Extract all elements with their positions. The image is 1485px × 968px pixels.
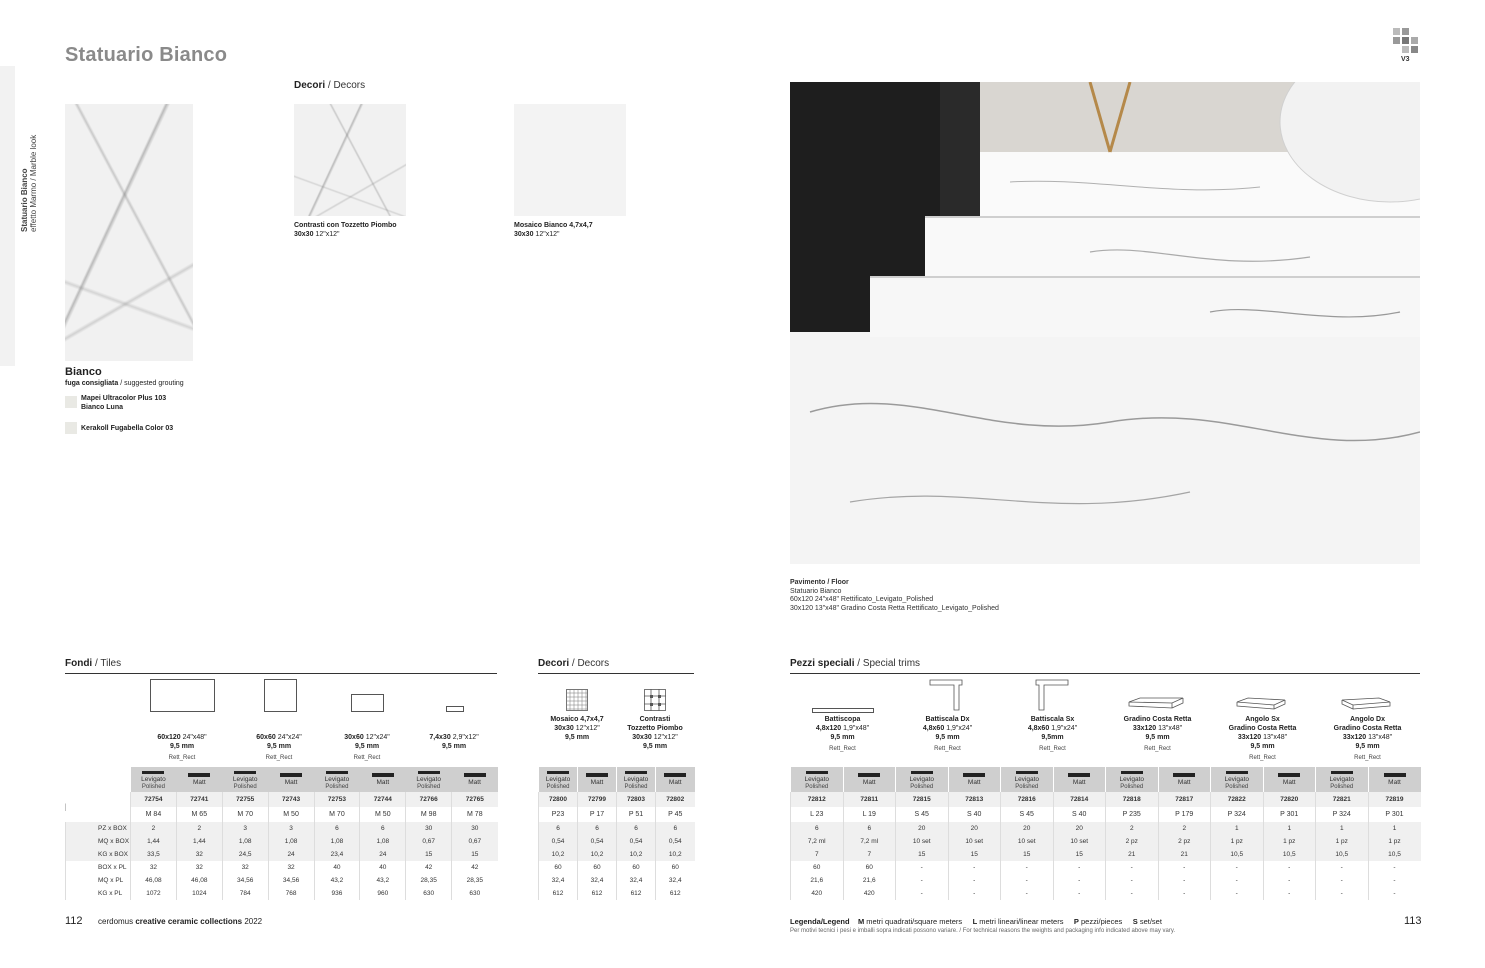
table-row: 32,4 32,4 32,4 32,4 [539, 874, 695, 887]
decor-caption-contrasti: Contrasti con Tozzetto Piombo 30x30 12"x12" [294, 222, 397, 238]
finish-matt: Matt [452, 767, 498, 792]
code-row: 72754 72741 72755 72743 72753 72744 72766 72765 [66, 792, 498, 807]
table-row: PZ x BOX 2 2 3 3 6 6 30 30 [66, 822, 498, 835]
decori-rule [538, 673, 694, 674]
fondi-rule [65, 673, 497, 674]
finish-header-row: Levigato Polished Matt Levigato Polished Matt Levigato Polished Matt Levigato Polished Matt Levigato Polished Matt Levigato Polished Matt [791, 767, 1421, 792]
table-row: 0,54 0,54 0,54 0,54 [539, 835, 695, 848]
pezzi-format-2: Battiscala Dx 4,8x60 1,9"x24" 9,5 mm Rett_Rect [922, 716, 973, 752]
fondi-format-4: 7,4x30 2,9"x12" 9,5 mm [429, 734, 479, 750]
table-row: 6 6 20 20 20 20 2 2 1 1 1 1 [791, 822, 1421, 835]
finish-matt: Matt [268, 767, 314, 792]
table-row: 10,2 10,2 10,2 10,2 [539, 848, 695, 861]
fondi-format-1: 60x120 24"x48" 9,5 mm Rett_Rect [157, 734, 207, 761]
table-row: KG x PL 1072 1024 784 768 936 960 630 630 [66, 887, 498, 900]
table-row: KG x BOX 33,5 32 24,5 24 23,4 24 15 15 [66, 848, 498, 861]
pezzi-format-3: Battiscala Sx 4,8x60 1,9"x24" 9,5mm Rett_Rect [1027, 716, 1078, 752]
code-row: 72812 72811 72815 72813 72816 72814 72818 72817 72822 72820 72821 72819 [791, 792, 1421, 807]
grout-swatch-2 [65, 422, 77, 434]
angolo-sx-icon [1236, 697, 1286, 716]
pezzi-rule [790, 673, 1420, 674]
contrasti-icon [644, 689, 666, 716]
pezzi-format-1: Battiscopa 4,8x120 1,9"x48" 9,5 mm Rett_Rect [815, 716, 870, 752]
decori-heading: Decori / Decors [294, 80, 366, 91]
tile-image [65, 104, 193, 361]
table-row: 612 612 612 612 [539, 887, 695, 900]
table-row: MQ x PL 46,08 46,08 34,56 34,56 43,2 43,2 28,35 28,35 [66, 874, 498, 887]
pezzi-table [790, 767, 1421, 900]
decor-image-mosaico [514, 104, 626, 216]
grout-1: Mapei Ultracolor Plus 103 Bianco Luna [81, 395, 167, 411]
finish-levigato: Levigato Polished [406, 767, 452, 792]
fondi-format-2: 60x60 24"x24" 9,5 mm Rett_Rect [256, 734, 302, 761]
finish-matt: Matt [360, 767, 406, 792]
pezzi-format-5: Angolo Sx Gradino Costa Retta 33x120 13"x48" 9,5 mm Rett_Rect [1228, 716, 1297, 761]
format-shape-60x60 [264, 679, 297, 712]
decori-table-heading: Decori / Decors [538, 658, 610, 669]
grout-2: Kerakoll Fugabella Color 03 [81, 425, 174, 432]
side-tab-label: Statuario Bianco effetto Marmo / Marble look [20, 134, 38, 232]
badge: V3 [1401, 56, 1410, 63]
photo-caption: Pavimento / Floor Statuario Bianco 60x120 24"x48" Rettificato_Levigato_Polished 30x120 13"x48" Gradino Costa Retta Rettificato_Levigato_Polished [790, 579, 999, 612]
decor-caption-mosaico: Mosaico Bianco 4,7x4,7 30x30 12"x12" [514, 222, 593, 238]
tile-info [65, 366, 184, 388]
finish-levigato: Levigato Polished [131, 767, 177, 792]
pezzi-heading: Pezzi speciali / Special trims [790, 658, 921, 669]
fondi-format-3: 30x60 12"x24" 9,5 mm Rett_Rect [344, 734, 390, 761]
finish-matt: Matt [176, 767, 222, 792]
battiscopa-icon [812, 708, 874, 713]
table-row: 60 60 - - - - - - - - - - [791, 861, 1421, 874]
decori-format-2: Contrasti Tozzetto Piombo 30x30 12"x12" 9,5 mm [627, 716, 683, 750]
decori-table [538, 767, 695, 900]
battiscala-sx-icon [1034, 679, 1070, 716]
page-number-right: 113 [1404, 915, 1422, 927]
table-row: 420 420 - - - - - - - - - - [791, 887, 1421, 900]
format-shape-30x60 [351, 694, 384, 712]
grout-label: fuga consigliata / suggested grouting [65, 380, 184, 387]
table-row: 21,6 21,6 - - - - - - - - - - [791, 874, 1421, 887]
gradino-icon [1128, 697, 1184, 716]
angolo-dx-icon [1341, 697, 1391, 716]
table-row: 7,2 ml 7,2 ml 10 set 10 set 10 set 10 set 2 pz 2 pz 1 pz 1 pz 1 pz 1 pz [791, 835, 1421, 848]
table-row: BOX x PL 32 32 32 32 40 40 42 42 [66, 861, 498, 874]
finish-header-row: Levigato Polished Matt Levigato Polished Matt [539, 767, 695, 792]
legend: Legenda/Legend M metri quadrati/square meters L metri lineari/linear meters P pezzi/pieces S set/set [790, 917, 1162, 926]
measure-row: P23 P 17 P 51 P 45 [539, 807, 695, 822]
mosaic-icon [566, 689, 588, 716]
decor-image-contrasti [294, 104, 406, 216]
table-row: 7 7 15 15 15 15 21 21 10,5 10,5 10,5 10,5 [791, 848, 1421, 861]
code-row: 72800 72799 72803 72802 [539, 792, 695, 807]
page-title: Statuario Bianco [65, 44, 228, 66]
floor-photo [790, 82, 1420, 564]
format-shape-7x30 [446, 706, 464, 712]
finish-levigato: Levigato Polished [314, 767, 360, 792]
tile-name: Bianco [65, 366, 102, 378]
measure-row: L 23 L 19 S 45 S 40 S 45 S 40 P 235 P 179 P 324 P 301 P 324 P 301 [791, 807, 1421, 822]
decori-format-1: Mosaico 4,7x4,7 30x30 12"x12" 9,5 mm [550, 716, 604, 741]
battiscala-dx-icon [928, 679, 964, 716]
fondi-table [65, 767, 498, 900]
format-shape-60x120 [150, 679, 215, 712]
table-row: 6 6 6 6 [539, 822, 695, 835]
fondi-heading: Fondi / Tiles [65, 658, 122, 669]
collection-logo-icon [1393, 28, 1419, 54]
pezzi-format-4: Gradino Costa Retta 33x120 13"x48" 9,5 mm Rett_Rect [1123, 716, 1192, 752]
legend-note: Per motivi tecnici i pesi e imballi sopra indicati possono variare. / For technical reasons the weights and packaging info indicated above may vary. [790, 928, 1176, 934]
finish-levigato: Levigato Polished [222, 767, 268, 792]
table-row: 60 60 60 60 [539, 861, 695, 874]
footer-brand: cerdomus creative ceramic collections 2022 [98, 917, 263, 926]
measure-row: M 84 M 65 M 70 M 50 M 70 M 50 M 98 M 78 [66, 807, 498, 822]
table-row: MQ x BOX 1,44 1,44 1,08 1,08 1,08 1,08 0,67 0,67 [66, 835, 498, 848]
page-number-left: 112 [65, 915, 83, 927]
side-tab [0, 66, 15, 366]
pezzi-format-6: Angolo Dx Gradino Costa Retta 33x120 13"x48" 9,5 mm Rett_Rect [1333, 716, 1402, 761]
finish-header-row [66, 767, 498, 792]
grout-swatch-1 [65, 396, 77, 408]
